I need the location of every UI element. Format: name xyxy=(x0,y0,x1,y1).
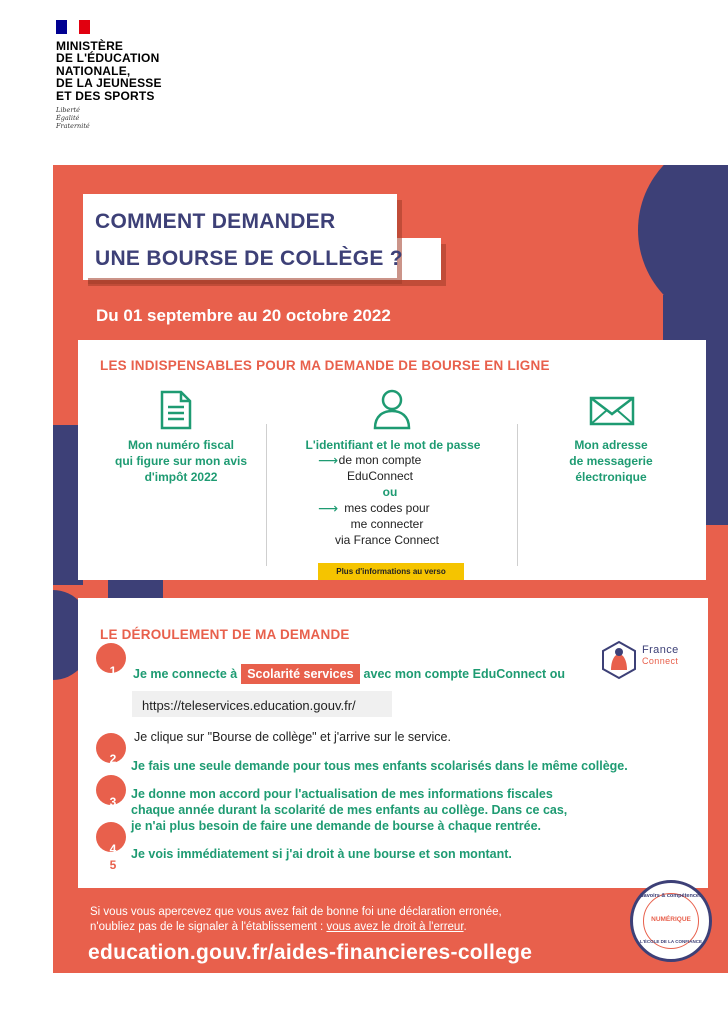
step4-text xyxy=(131,786,567,834)
essentials-heading: LES INDISPENSABLES POUR MA DEMANDE DE BOURSE EN LIGNE xyxy=(100,358,550,373)
ministry-name xyxy=(56,40,196,102)
text-line: EduConnect xyxy=(346,469,414,483)
france-connect-logo xyxy=(600,639,690,681)
seal-bottom-text: L'ÉCOLE DE LA CONFIANCE xyxy=(640,939,702,944)
text-line: électronique xyxy=(575,470,647,484)
text-line: Connect xyxy=(642,656,679,666)
ministry-line: DE LA JEUNESSE xyxy=(56,76,162,91)
text-line: mes codes pour xyxy=(344,501,430,515)
step-number: 5 xyxy=(109,858,117,872)
arrow-right-icon: ⟶ xyxy=(318,452,339,468)
ministry-line: NATIONALE, xyxy=(56,63,131,78)
text-line: je n'ai plus besoin de faire une demande de bourse à chaque rentrée. xyxy=(131,819,542,833)
ministry-line: ET DES SPORTS xyxy=(56,88,155,103)
arrow-right-icon: ⟶ xyxy=(318,500,339,516)
document-icon xyxy=(159,390,193,435)
step5-text: Je vois immédiatement si j'ai droit à une bourse et son montant. xyxy=(131,847,512,861)
email-address-text xyxy=(531,437,691,485)
france-connect-icon xyxy=(600,640,638,680)
text-line: Si vous vous apercevez que vous avez fait de bonne foi une déclaration erronée, xyxy=(90,906,502,918)
text-line: Mon numéro fiscal xyxy=(127,438,234,452)
right-to-error-notice xyxy=(90,905,502,935)
step2-text: Je clique sur "Bourse de collège" et j'arrive sur le service. xyxy=(134,730,451,744)
page-title-line1: COMMENT DEMANDER xyxy=(95,210,336,233)
text-part: . xyxy=(463,921,467,933)
ministry-line: DE L'ÉDUCATION xyxy=(56,51,160,66)
text-line: me connecter xyxy=(350,517,424,531)
text-line: France xyxy=(642,644,679,656)
seal-top-text: Savoirs & compétences xyxy=(639,893,703,899)
text-line: de messagerie xyxy=(569,454,653,468)
or-label: ou xyxy=(382,485,398,499)
text-line xyxy=(90,920,502,935)
ecole-confiance-seal xyxy=(630,880,712,962)
step1-text xyxy=(133,664,565,684)
date-range: Du 01 septembre au 20 octobre 2022 xyxy=(96,306,391,325)
seal-center-text: NUMÉRIQUE xyxy=(651,916,691,923)
step-number: 2 xyxy=(109,752,117,766)
fiscal-number-text xyxy=(96,437,266,485)
process-heading: LE DÉROULEMENT DE MA DEMANDE xyxy=(100,627,350,642)
column-divider xyxy=(517,424,518,566)
scolarite-services-badge: Scolarité services xyxy=(241,664,359,684)
motto-line: Fraternité xyxy=(56,122,90,131)
page-title-line2: UNE BOURSE DE COLLÈGE ? xyxy=(95,247,403,270)
educonnect-heading: L'identifiant et le mot de passe xyxy=(305,438,481,452)
motto-line: Liberté xyxy=(56,106,80,115)
step1-text-after: avec mon compte EduConnect ou xyxy=(363,667,565,681)
step-number: 3 xyxy=(109,795,117,809)
footer-website-link[interactable]: education.gouv.fr/aides-financieres-college xyxy=(88,941,533,964)
teleservices-url[interactable]: https://teleservices.education.gouv.fr/ xyxy=(142,698,356,713)
right-to-error-link[interactable]: vous avez le droit à l'erreur xyxy=(326,921,464,933)
ministry-line: MINISTÈRE xyxy=(56,39,124,53)
ministry-logo xyxy=(56,20,196,130)
france-connect-label xyxy=(642,645,679,667)
french-flag-icon xyxy=(56,20,90,34)
republic-motto xyxy=(56,106,196,130)
step-number: 1 xyxy=(109,664,117,678)
motto-line: Égalité xyxy=(56,114,80,123)
text-line: d'impôt 2022 xyxy=(144,470,218,484)
text-line: chaque année durant la scolarité de mes enfants au collège. Dans ce cas, xyxy=(131,803,568,817)
france-connect-lines xyxy=(322,500,452,548)
step1-text-before: Je me connecte à xyxy=(133,667,238,681)
text-part: n'oubliez pas de le signaler à l'établissement : xyxy=(90,921,327,933)
step-number: 4 xyxy=(109,842,117,856)
column-divider xyxy=(266,424,267,566)
user-icon xyxy=(372,388,412,435)
step3-text: Je fais une seule demande pour tous mes enfants scolarisés dans le même collège. xyxy=(131,759,628,773)
text-line: de mon compte xyxy=(338,453,422,467)
more-info-badge: Plus d'informations au verso xyxy=(318,563,464,580)
text-line: qui figure sur mon avis xyxy=(114,454,248,468)
educonnect-lines xyxy=(330,452,430,484)
text-line: Mon adresse xyxy=(574,438,648,452)
text-line: via France Connect xyxy=(334,533,440,547)
text-line: Je donne mon accord pour l'actualisation de mes informations fiscales xyxy=(131,787,553,801)
envelope-icon xyxy=(589,396,635,431)
